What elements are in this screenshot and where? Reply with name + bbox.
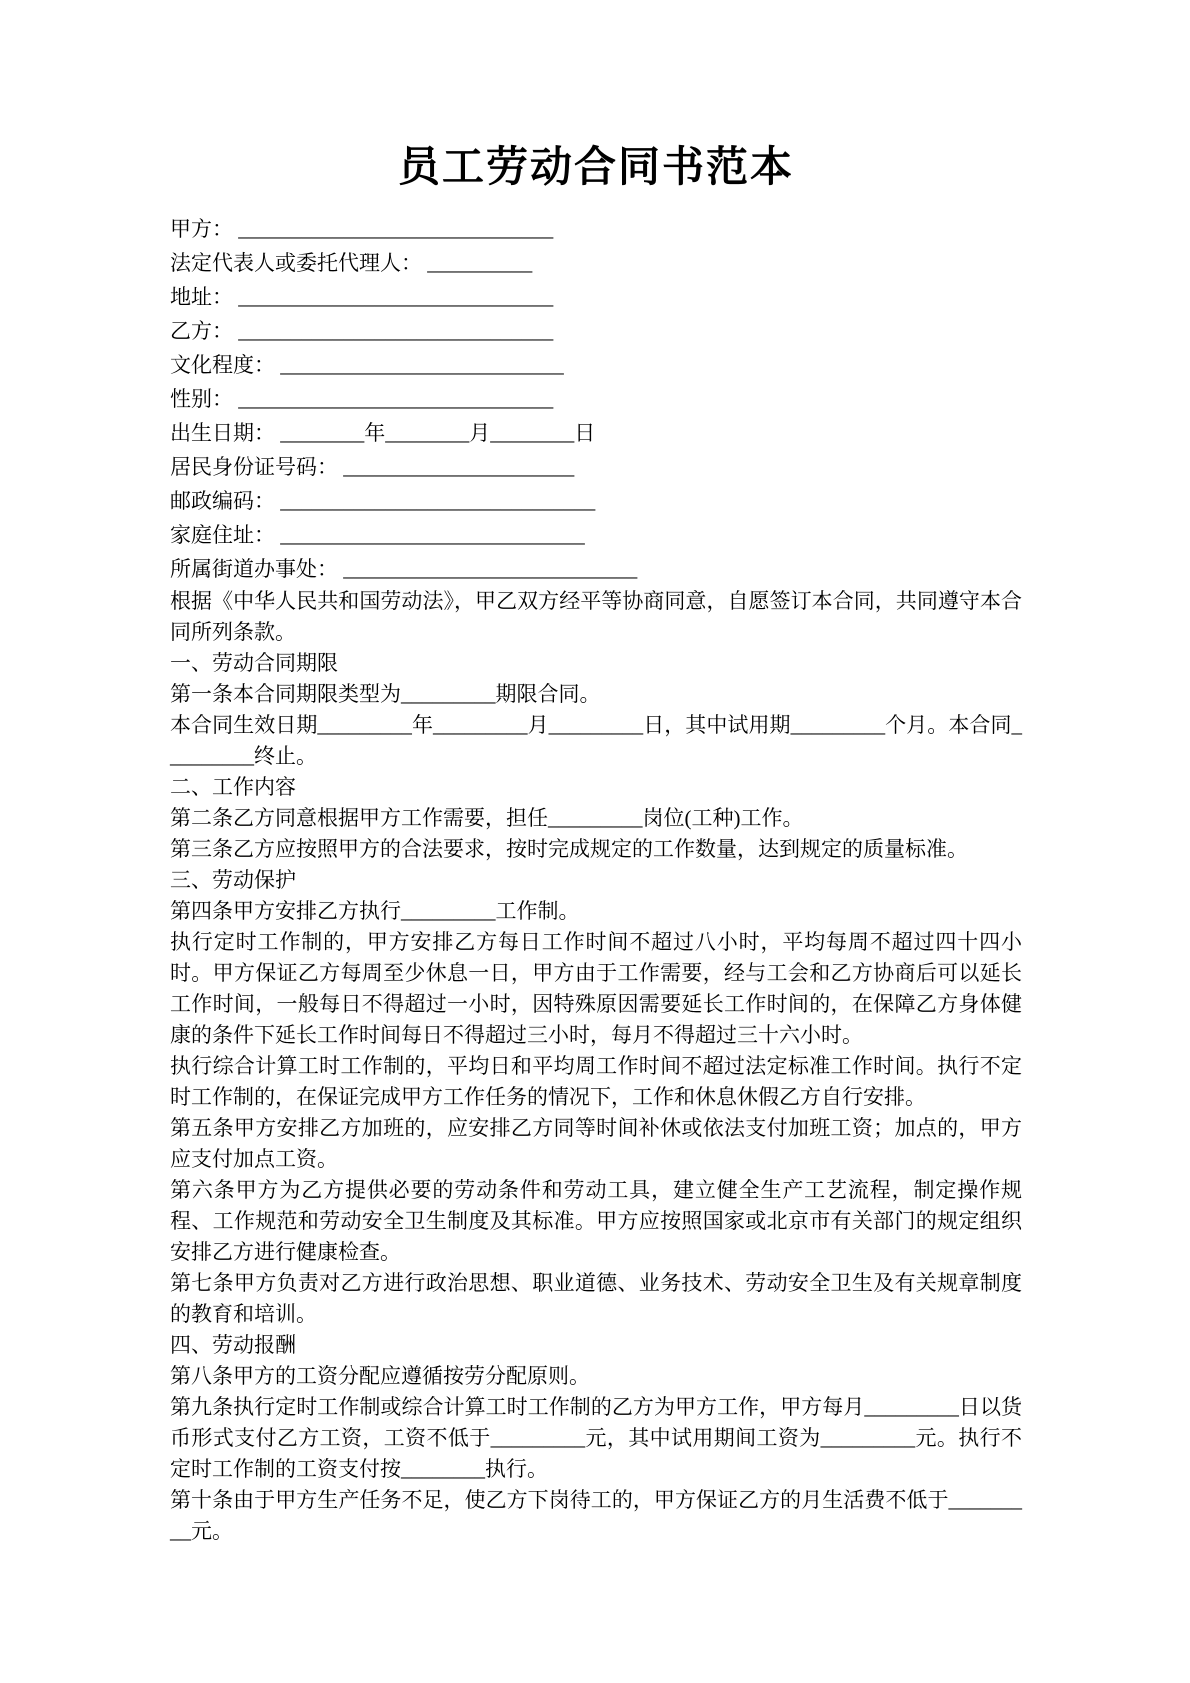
para-article-2: 第二条乙方同意根据甲方工作需要，担任_________岗位(工种)工作。: [170, 806, 804, 830]
field-address: 地址： ______________________________: [170, 285, 554, 309]
field-gender: 性别： ______________________________: [170, 387, 554, 411]
field-home-address: 家庭住址： _____________________________: [170, 523, 585, 547]
para-article-3: 第三条乙方应按照甲方的合法要求，按时完成规定的工作数量，达到规定的质量标准。: [170, 837, 968, 861]
field-party-b: 乙方： ______________________________: [170, 319, 554, 343]
field-postal-code: 邮政编码： ______________________________: [170, 489, 596, 513]
field-legal-representative: 法定代表人或委托代理人： __________: [170, 251, 533, 275]
field-street-office: 所属街道办事处： ____________________________: [170, 557, 638, 581]
para-article-10: 第十条由于甲方生产任务不足，使乙方下岗待工的，甲方保证乙方的月生活费不低于_________元。: [170, 1488, 1022, 1543]
heading-section-1-contract-term: 一、劳动合同期限: [170, 651, 338, 675]
para-article-7: 第七条甲方负责对乙方进行政治思想、职业道德、业务技术、劳动安全卫生及有关规章制度的教育和培训。: [170, 1271, 1022, 1326]
para-article-4-fixed-hours: 执行定时工作制的，甲方安排乙方每日工作时间不超过八小时，平均每周不超过四十四小时。甲方保证乙方每周至少休息一日，甲方由于工作需要，经与工会和乙方协商后可以延长工作时间，一般每日不得超过一小时，因特殊原因需要延长工作时间的，在保障乙方身体健康的条件下延长工作时间每日不得超过三小时，每月不得超过三十六小时。: [170, 930, 1022, 1047]
field-birth-date: 出生日期： ________年________月________日: [170, 421, 596, 445]
field-id-number: 居民身份证号码： ______________________: [170, 455, 575, 479]
para-article-6: 第六条甲方为乙方提供必要的劳动条件和劳动工具，建立健全生产工艺流程，制定操作规程、工作规范和劳动安全卫生制度及其标准。甲方应按照国家或北京市有关部门的规定组织安排乙方进行健康检查。: [170, 1178, 1022, 1264]
para-article-9: 第九条执行定时工作制或综合计算工时工作制的乙方为甲方工作，甲方每月_________日以货币形式支付乙方工资，工资不低于_________元，其中试用期间工资为_________元。执行不定时工作制的工资支付按________执行。: [170, 1395, 1022, 1481]
para-preamble: 根据《中华人民共和国劳动法》，甲乙双方经平等协商同意，自愿签订本合同，共同遵守本合同所列条款。: [170, 589, 1022, 644]
para-article-1-effective-date: 本合同生效日期_________年_________月_________日，其中试用期_________个月。本合同_________终止。: [170, 713, 1022, 768]
heading-section-4-labor-remuneration: 四、劳动报酬: [170, 1333, 296, 1357]
para-article-4: 第四条甲方安排乙方执行_________工作制。: [170, 899, 580, 923]
para-article-8: 第八条甲方的工资分配应遵循按劳分配原则。: [170, 1364, 590, 1388]
field-party-a: 甲方： ______________________________: [170, 217, 554, 241]
para-article-5: 第五条甲方安排乙方加班的，应安排乙方同等时间补休或依法支付加班工资；加点的，甲方应支付加点工资。: [170, 1116, 1022, 1171]
para-article-1: 第一条本合同期限类型为_________期限合同。: [170, 682, 601, 706]
page-title: 员工劳动合同书范本: [397, 145, 794, 191]
para-article-4-comprehensive-hours: 执行综合计算工时工作制的，平均日和平均周工作时间不超过法定标准工作时间。执行不定时工作制的，在保证完成甲方工作任务的情况下，工作和休息休假乙方自行安排。: [170, 1054, 1022, 1109]
heading-section-3-labor-protection: 三、劳动保护: [170, 868, 296, 892]
field-education-level: 文化程度： ___________________________: [170, 353, 564, 377]
heading-section-2-work-content: 二、工作内容: [170, 775, 296, 799]
